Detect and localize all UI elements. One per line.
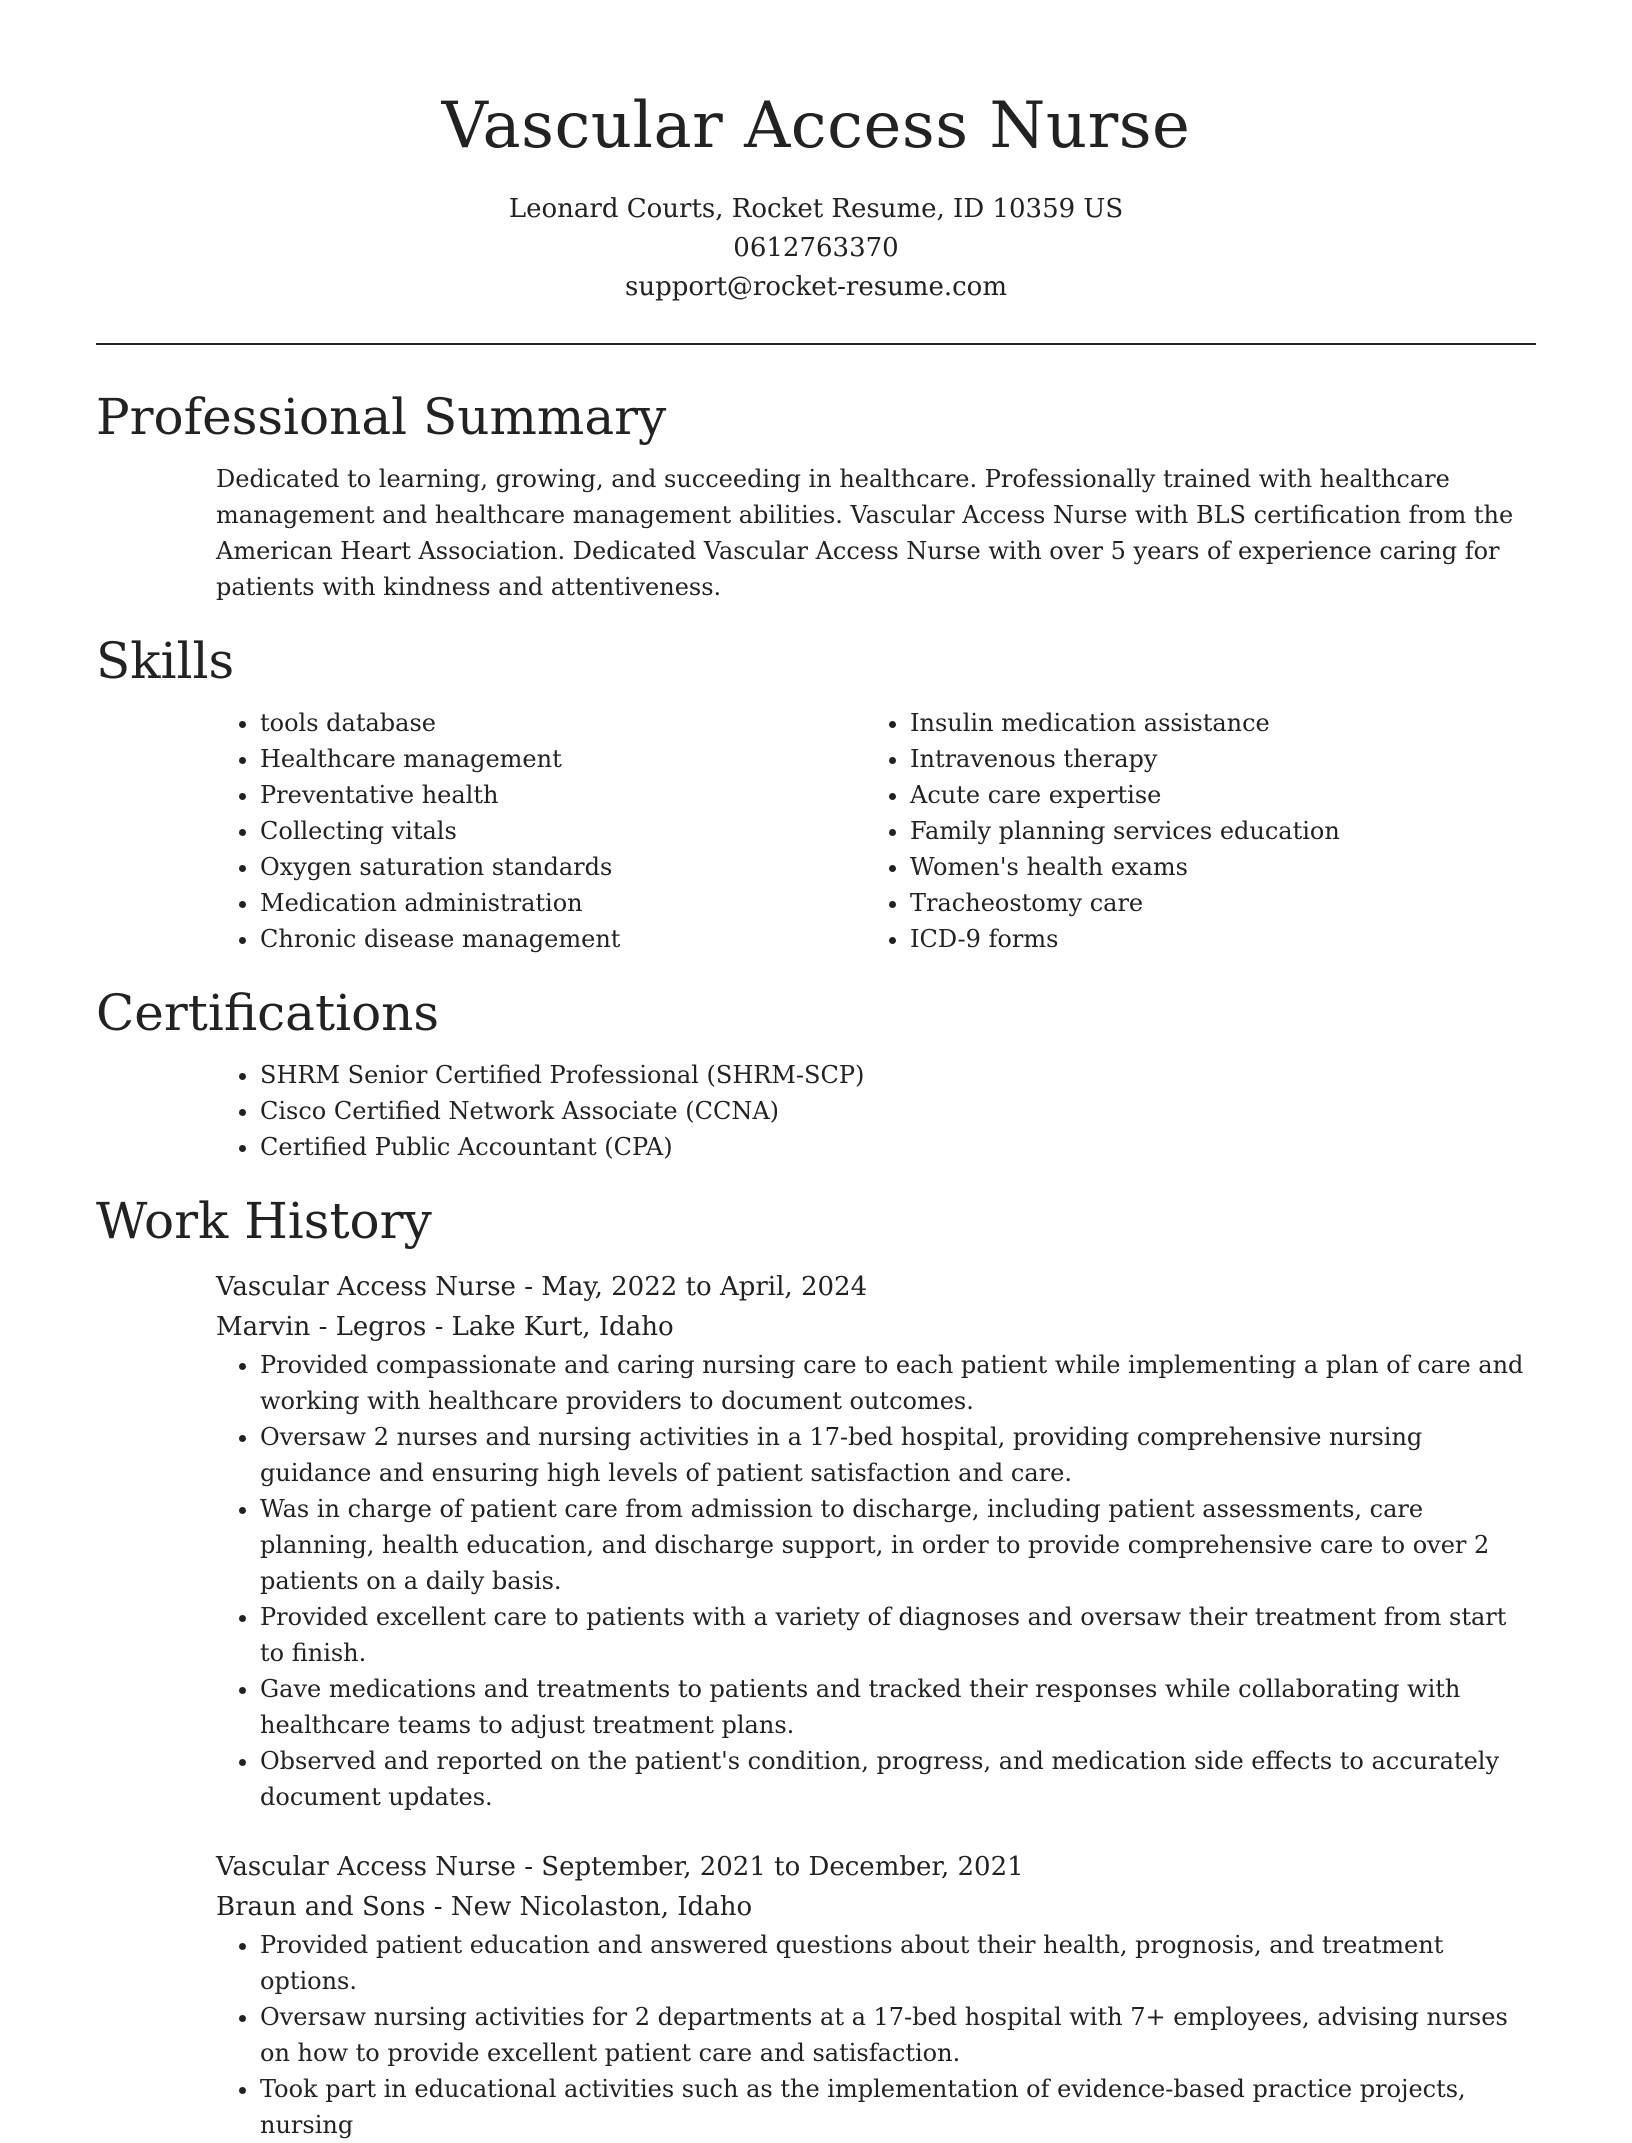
certification-item: • Cisco Certified Network Associate (CCNA) (260, 1093, 1632, 1129)
job-entry (216, 1267, 1536, 1815)
certifications-heading: Certifications (96, 984, 440, 1042)
skill-item: • Insulin medication assistance (910, 705, 1516, 741)
skills-column-right (866, 705, 1516, 957)
job-bullet-list (216, 1927, 1536, 2143)
header-divider (96, 343, 1536, 345)
skills-column-left (216, 705, 866, 957)
skills-list-right (866, 705, 1516, 957)
job-bullet: • Provided patient education and answered questions about their health, prognosis, and treatment options. (260, 1927, 1536, 1999)
skills-list-left (216, 705, 866, 957)
job-bullet: • Oversaw nursing activities for 2 departments at a 17-bed hospital with 7+ employees, advising nurses on how to provide excellent patient care and satisfaction. (260, 1999, 1536, 2071)
skills-heading: Skills (96, 632, 235, 690)
job-title-line: Vascular Access Nurse - September, 2021 to December, 2021 (216, 1852, 1024, 1882)
phone-number: 0612763370 (733, 233, 899, 263)
skill-item: • Medication administration (260, 885, 866, 921)
candidate-name: Vascular Access Nurse (441, 89, 1191, 163)
certification-item: • SHRM Senior Certified Professional (SHRM-SCP) (260, 1057, 1632, 1093)
job-bullet: • Observed and reported on the patient's condition, progress, and medication side effects to accurately document updates. (260, 1743, 1536, 1815)
certifications-list-wrap (216, 1057, 1632, 1165)
summary-heading: Professional Summary (96, 388, 667, 446)
job-bullet: • Was in charge of patient care from admission to discharge, including patient assessments, care planning, health education, and discharge support, in order to provide comprehensive care to over 2 patients on a daily basis. (260, 1491, 1536, 1599)
skill-item: • Tracheostomy care (910, 885, 1516, 921)
skill-item: • Women's health exams (910, 849, 1516, 885)
job-bullet: • Oversaw 2 nurses and nursing activities in a 17-bed hospital, providing comprehensive nursing guidance and ensuring high levels of patient satisfaction and care. (260, 1419, 1536, 1491)
skill-item: • Chronic disease management (260, 921, 866, 957)
skill-item: • Healthcare management (260, 741, 866, 777)
skill-item: • Acute care expertise (910, 777, 1516, 813)
skill-item: • tools database (260, 705, 866, 741)
resume-header (0, 0, 1632, 307)
summary-section (0, 385, 1632, 605)
job-title-line: Vascular Access Nurse - May, 2022 to April, 2024 (216, 1272, 868, 1302)
skills-section (0, 629, 1632, 957)
summary-text: Dedicated to learning, growing, and succeeding in healthcare. Professionally trained with healthcare management and healthcare management abilities. Vascular Access Nurse with BLS certification from the American Heart Association. Dedicated Vascular Access Nurse with over 5 years of experience caring for patients with kindness and attentiveness. (216, 465, 1514, 601)
job-bullet: • Provided excellent care to patients with a variety of diagnoses and oversaw their treatment from start to finish. (260, 1599, 1536, 1671)
certification-item: • Certified Public Accountant (CPA) (260, 1129, 1632, 1165)
certifications-section (0, 981, 1632, 1165)
skill-item: • Intravenous therapy (910, 741, 1516, 777)
email-address: support@rocket-resume.com (624, 272, 1007, 302)
job-bullet-list (216, 1347, 1536, 1815)
job-entry (216, 1847, 1536, 2143)
skill-item: • Oxygen saturation standards (260, 849, 866, 885)
job-company-line: Braun and Sons - New Nicolaston, Idaho (216, 1892, 753, 1922)
skill-item: • ICD-9 forms (910, 921, 1516, 957)
work-history-section (0, 1189, 1632, 2143)
work-history-heading: Work History (96, 1192, 432, 1250)
skill-item: • Preventative health (260, 777, 866, 813)
job-bullet: • Provided compassionate and caring nursing care to each patient while implementing a plan of care and working with healthcare providers to document outcomes. (260, 1347, 1536, 1419)
job-company-line: Marvin - Legros - Lake Kurt, Idaho (216, 1312, 674, 1342)
certifications-list (216, 1057, 1632, 1165)
address: Leonard Courts, Rocket Resume, ID 10359 US (508, 194, 1124, 224)
skills-columns (216, 705, 1632, 957)
job-bullet: • Gave medications and treatments to patients and tracked their responses while collaborating with healthcare teams to adjust treatment plans. (260, 1671, 1536, 1743)
job-bullet: • Took part in educational activities such as the implementation of evidence-based practice projects, nursing (260, 2071, 1536, 2143)
skill-item: • Family planning services education (910, 813, 1516, 849)
skill-item: • Collecting vitals (260, 813, 866, 849)
